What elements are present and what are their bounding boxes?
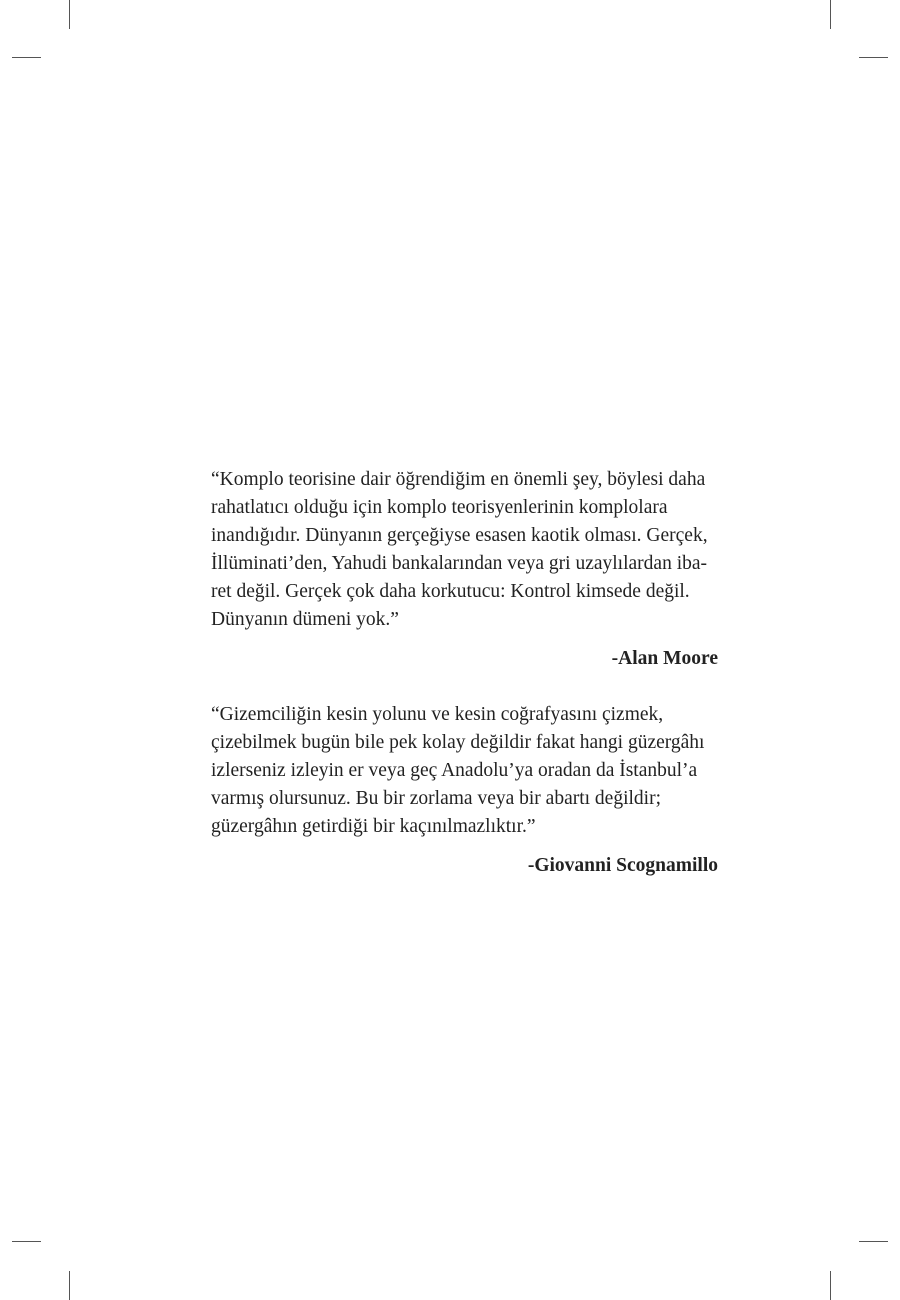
crop-mark-bottom-left-horizontal <box>12 1241 41 1242</box>
quote-line: varmış olursunuz. Bu bir zorlama veya bir abartı değildir; <box>211 788 661 809</box>
quote-line: ret değil. Gerçek çok daha korkutucu: Kontrol kimsede değil. <box>211 581 690 602</box>
quote-line: “Komplo teorisine dair öğrendiğim en önemli şey, böylesi daha <box>211 469 706 490</box>
quote-author: -Giovanni Scognamillo <box>527 855 718 876</box>
quote-line: rahatlatıcı olduğu için komplo teorisyenlerinin komplolara <box>211 497 668 518</box>
crop-mark-top-left-vertical <box>69 0 70 29</box>
crop-mark-bottom-left-vertical <box>69 1271 70 1300</box>
quote-line: İllüminati’den, Yahudi bankalarından veya gri uzaylılardan iba- <box>211 553 708 574</box>
quote-author: -Alan Moore <box>611 648 718 669</box>
crop-mark-bottom-right-horizontal <box>859 1241 888 1242</box>
quote-line: güzergâhın getirdiği bir kaçınılmazlıktır.” <box>211 816 536 837</box>
epigraph-quote-giovanni-scognamillo <box>211 701 746 880</box>
crop-mark-top-right-horizontal <box>859 57 888 58</box>
quote-line: izlerseniz izleyin er veya geç Anadolu’ya oradan da İstanbul’a <box>211 760 698 781</box>
epigraph-quote-alan-moore <box>211 466 746 673</box>
quote-line: Dünyanın dümeni yok.” <box>211 609 399 630</box>
crop-mark-bottom-right-vertical <box>830 1271 831 1300</box>
crop-mark-top-right-vertical <box>830 0 831 29</box>
quote-line: çizebilmek bugün bile pek kolay değildir fakat hangi güzergâhı <box>211 732 705 753</box>
crop-mark-top-left-horizontal <box>12 57 41 58</box>
quote-line: “Gizemciliğin kesin yolunu ve kesin coğrafyasını çizmek, <box>211 704 664 725</box>
quote-line: inandığıdır. Dünyanın gerçeğiyse esasen kaotik olması. Gerçek, <box>211 525 708 546</box>
